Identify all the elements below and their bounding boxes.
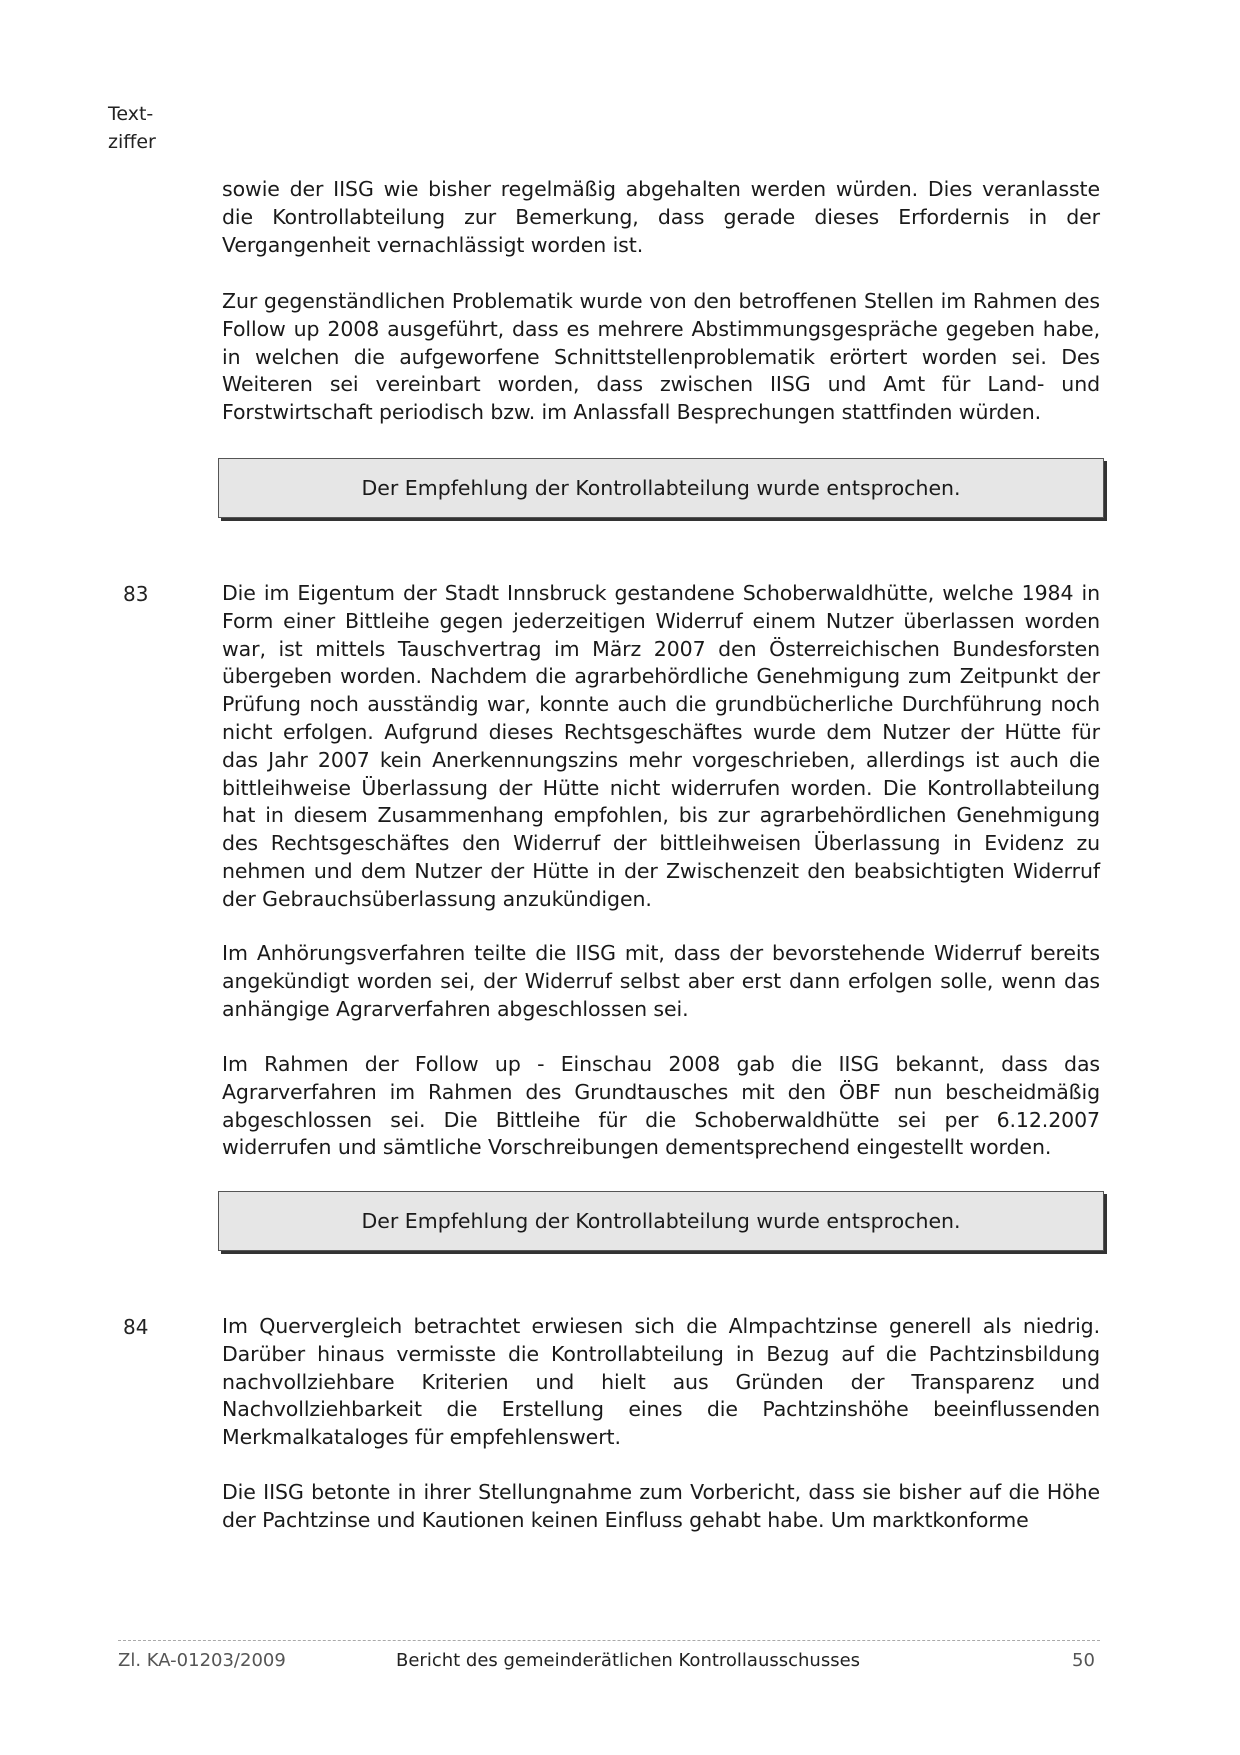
paragraph-1: sowie der IISG wie bisher regelmäßig abgehalten werden würden. Dies veranlasste die Kontrollabteilung zur Bemerkung, dass gerade dieses Erfordernis in der Vergangenheit vernachlässigt worden ist. (222, 177, 1100, 257)
paragraph-5: Im Rahmen der Follow up - Einschau 2008 gab die IISG bekannt, dass das Agrarverfahren im Rahmen des Grundtausches mit den ÖBF nun bescheidmäßig abgeschlossen sei. Die Bittleihe für die Schoberwaldhütte sei per 6.12.2007 widerrufen und sämtliche Vorschreibungen dementsprechend eingestellt worden. (222, 1052, 1100, 1160)
footer-title: Bericht des gemeinderätlichen Kontrollausschusses (396, 1650, 861, 1671)
textziffer-83: 83 (123, 582, 149, 606)
paragraph-6: Im Quervergleich betrachtet erwiesen sich die Almpachtzinse generell als niedrig. Darüber hinaus vermisste die Kontrollabteilung in Bezug auf die Pachtzinsbildung nachvollziehbare Kriterien und hielt aus Gründen der Transparenz und Nachvollziehbarkeit die Erstellung eines die Pachtzinshöhe beeinflussenden Merkmalkataloges für empfehlenswert. (222, 1314, 1100, 1450)
recommendation-text-2: Der Empfehlung der Kontrollabteilung wurde entsprochen. (361, 1209, 961, 1233)
paragraph-2: Zur gegenständlichen Problematik wurde von den betroffenen Stellen im Rahmen des Follow up 2008 ausgeführt, dass es mehrere Abstimmungsgespräche gegeben habe, in welchen die aufgeworfene Schnittstellenproblematik erörtert worden sei. Des Weiteren sei vereinbart worden, dass zwischen IISG und Amt für Land- und Forstwirtschaft periodisch bzw. im Anlassfall Besprechungen stattfinden würden. (222, 289, 1100, 425)
recommendation-box-1 (218, 458, 1104, 518)
footer-divider (118, 1640, 1100, 1641)
recommendation-box-2 (218, 1191, 1104, 1251)
paragraph-3: Die im Eigentum der Stadt Innsbruck gestandene Schoberwaldhütte, welche 1984 in Form einer Bittleihe gegen jederzeitigen Widerruf einem Nutzer überlassen worden war, ist mittels Tauschvertrag im März 2007 den Österreichischen Bundesforsten übergeben worden. Nachdem die agrarbehördliche Genehmigung zum Zeitpunkt der Prüfung noch ausständig war, konnte auch die grundbücherliche Durchführung noch nicht erfolgen. Aufgrund dieses Rechtsgeschäftes wurde dem Nutzer der Hütte für das Jahr 2007 kein Anerkennungszins mehr vorgeschrieben, allerdings ist auch die bittleihweise Überlassung der Hütte nicht widerrufen worden. Die Kontrollabteilung hat in diesem Zusammenhang empfohlen, bis zur agrarbehördlichen Genehmigung des Rechtsgeschäftes den Widerruf der bittleihweisen Überlassung in Evidenz zu nehmen und dem Nutzer der Hütte in der Zwischenzeit den beabsichtigten Widerruf der Gebrauchsüberlassung anzukündigen. (222, 581, 1100, 911)
textziffer-label (108, 100, 156, 156)
footer-reference: Zl. KA-01203/2009 (118, 1650, 286, 1671)
textziffer-84: 84 (123, 1315, 149, 1339)
paragraph-4: Im Anhörungsverfahren teilte die IISG mit, dass der bevorstehende Widerruf bereits angekündigt worden sei, der Widerruf selbst aber erst dann erfolgen solle, wenn das anhängige Agrarverfahren abgeschlossen sei. (222, 941, 1100, 1021)
recommendation-text-1: Der Empfehlung der Kontrollabteilung wurde entsprochen. (361, 476, 961, 500)
page-number: 50 (1072, 1650, 1095, 1671)
textziffer-label-line1: Text- (108, 103, 154, 125)
paragraph-7: Die IISG betonte in ihrer Stellungnahme zum Vorbericht, dass sie bisher auf die Höhe der Pachtzinse und Kautionen keinen Einfluss gehabt habe. Um marktkonforme (222, 1480, 1100, 1532)
textziffer-label-line2: ziffer (108, 131, 156, 153)
